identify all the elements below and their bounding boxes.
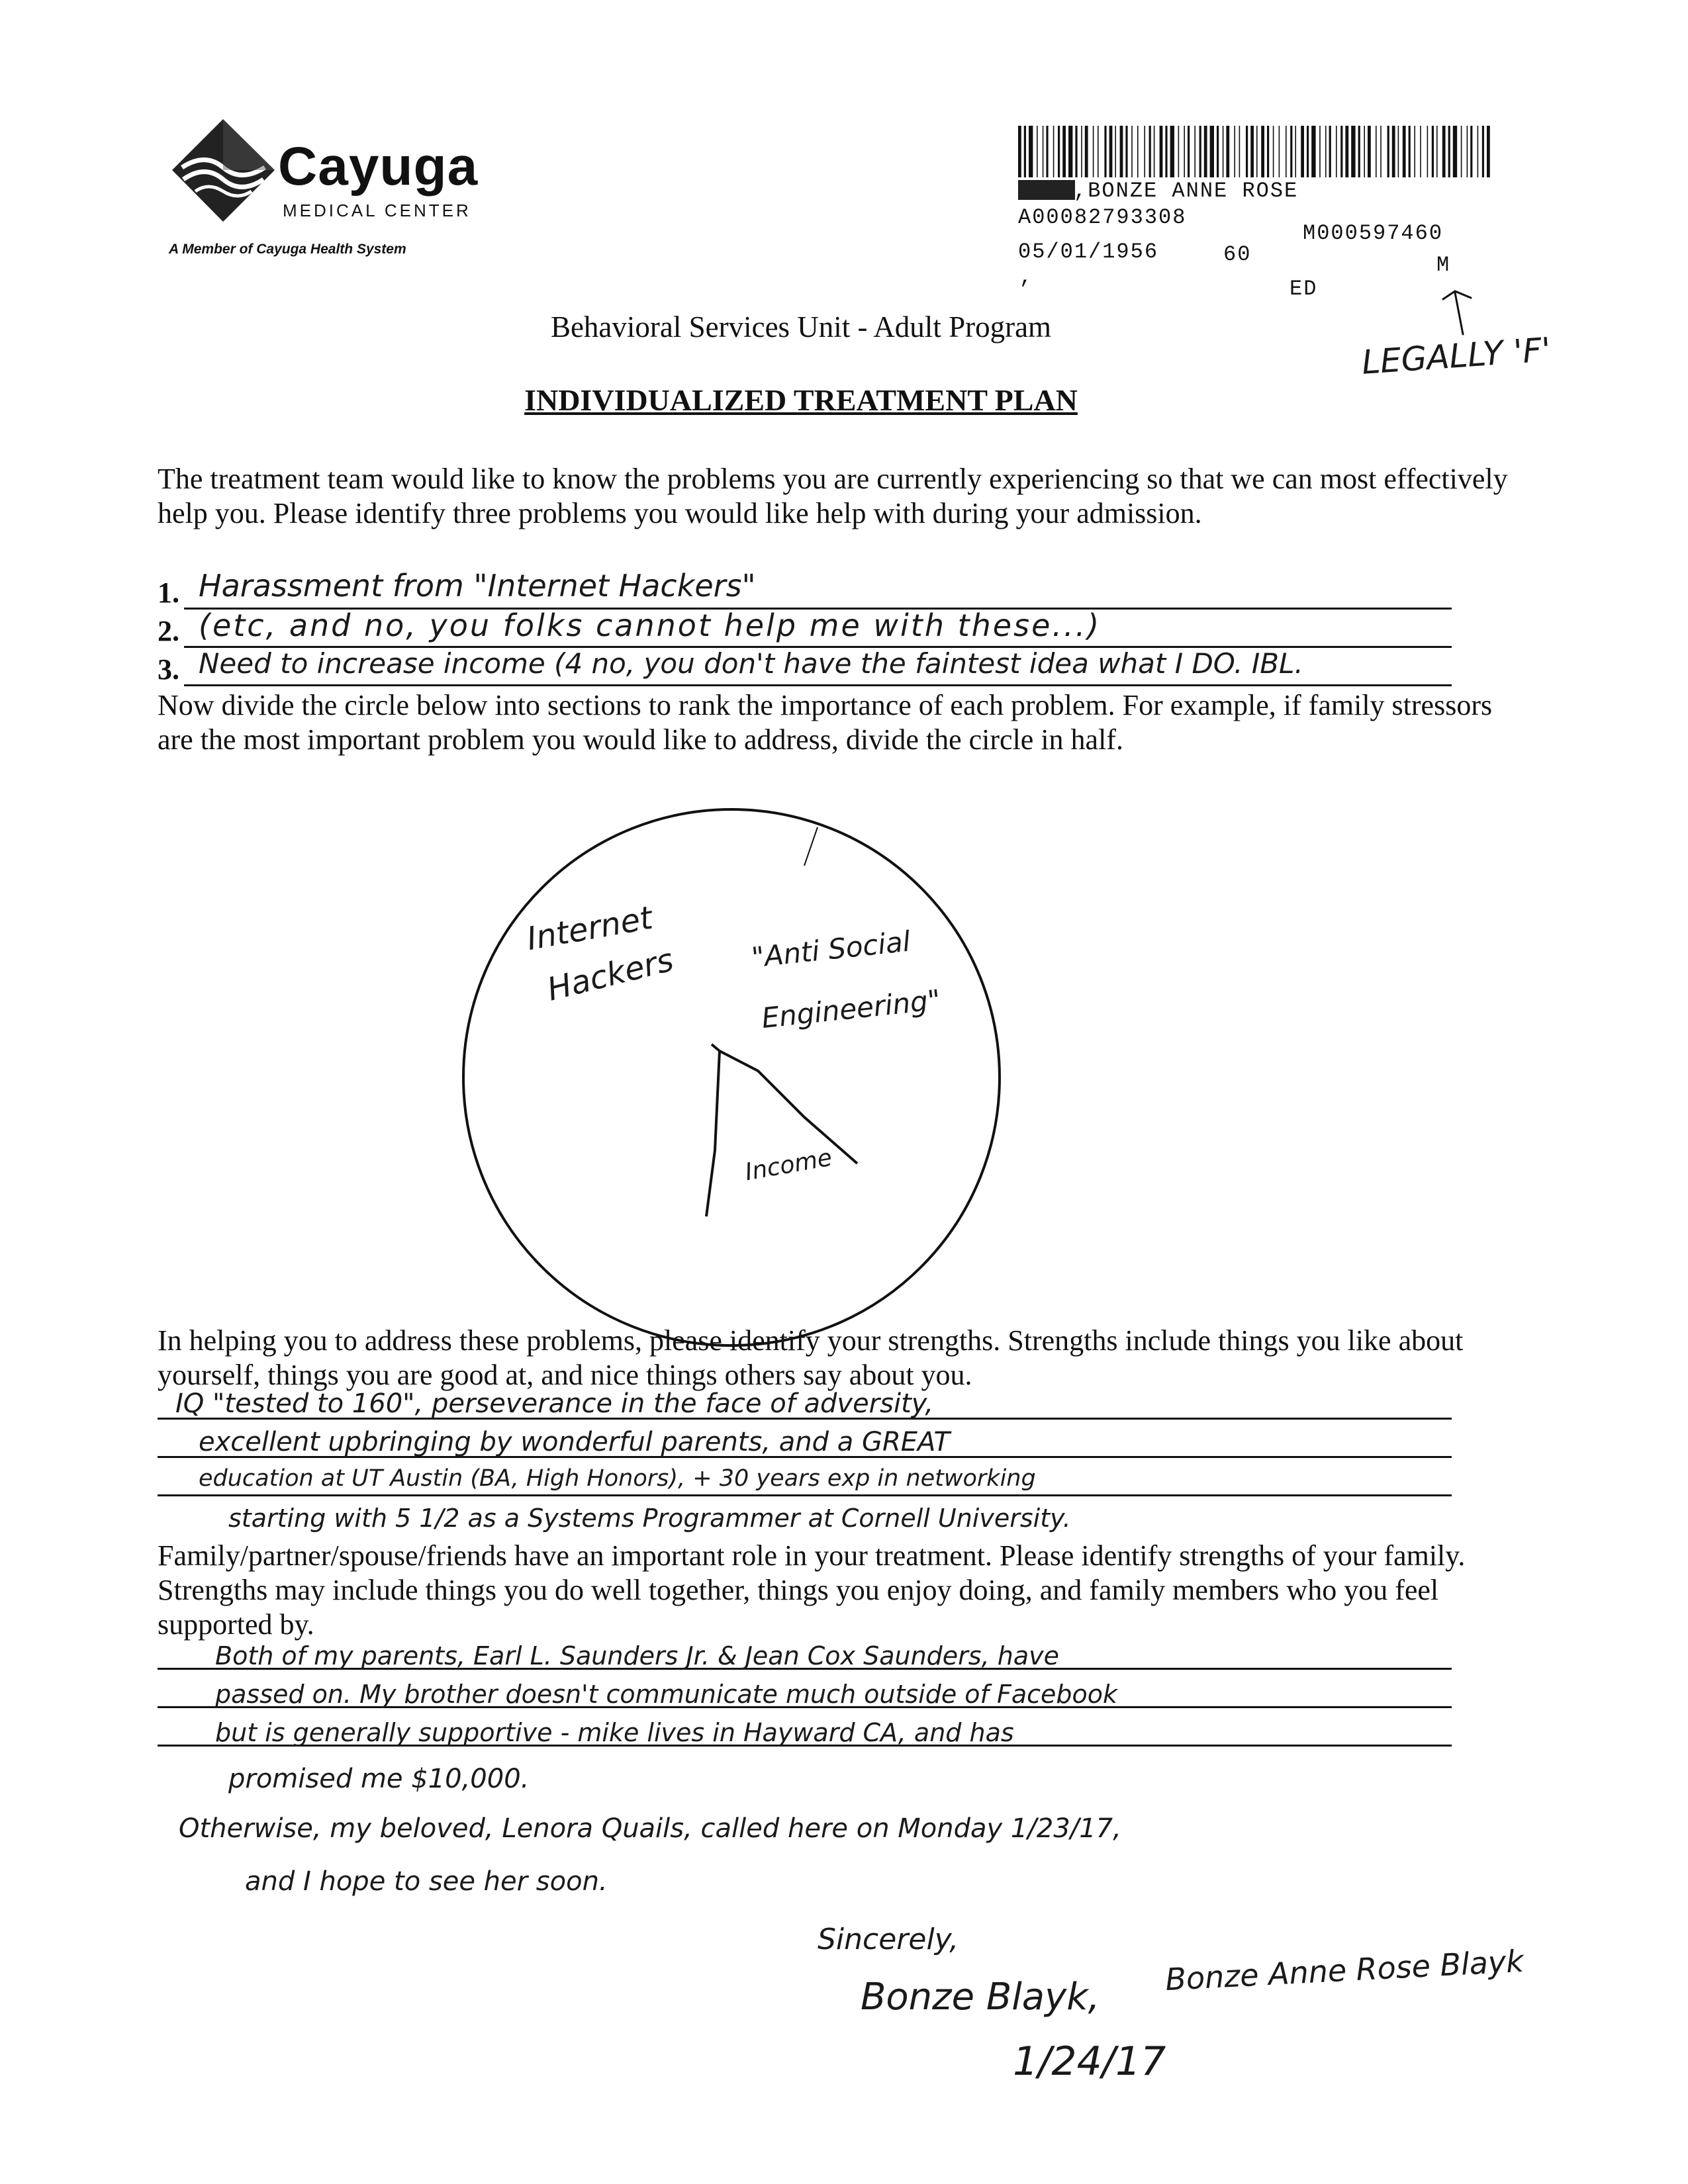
page-title: INDIVIDUALIZED TREATMENT PLAN <box>524 383 1078 417</box>
circle-label-income: Income <box>743 1144 835 1187</box>
cayuga-diamond-icon <box>169 116 278 228</box>
problem-2-number: 2. <box>158 615 179 647</box>
unit-heading: Behavioral Services Unit - Adult Program <box>550 310 1052 343</box>
label-comma: , <box>1019 265 1034 289</box>
intro-paragraph: The treatment team would like to know the problems you are currently experiencing so that we can most effectively help you. Please identify three problems you would like help with during your admission. <box>158 463 1508 529</box>
legally-f-annotation: LEGALLY 'F' <box>1360 330 1552 382</box>
strengths-line-3 <box>158 1494 1452 1496</box>
family-answer-3: but is generally supportive - mike lives in Hayward CA, and has <box>215 1718 1014 1747</box>
printed-name: Bonze Anne Rose Blayk <box>1164 1942 1525 1998</box>
strengths-answer-1: IQ "tested to 160", perseverance in the face of adversity, <box>175 1388 934 1419</box>
circle-label-internet: Internet <box>524 899 655 958</box>
family-answer-4: promised me $10,000. <box>228 1764 530 1794</box>
problem-1-number: 1. <box>158 576 179 609</box>
date-of-birth: 05/01/1956 <box>1018 240 1159 264</box>
redaction-mark <box>1018 180 1075 200</box>
circle-label-hackers: Hackers <box>543 941 677 1009</box>
circle-label-engineering: Engineering" <box>760 983 943 1035</box>
strengths-prompt: In helping you to address these problems, please identify your strengths. Strengths include things you like about yourself, things you are good at, and nice things others say about you. <box>158 1324 1464 1391</box>
family-answer-1: Both of my parents, Earl L. Saunders Jr. & Jean Cox Saunders, have <box>215 1641 1059 1670</box>
logo-name: Cayuga <box>278 136 479 197</box>
patient-location: ED <box>1289 277 1318 301</box>
mrn-number: M000597460 <box>1303 221 1444 246</box>
signed-date: 1/24/17 <box>1013 2038 1166 2085</box>
rank-instructions: Now divide the circle below into sections to rank the importance of each problem. For example, if family stressors are the most important problem you would like to address, divide the circle in half. <box>158 689 1493 756</box>
barcode-icon <box>1018 126 1495 177</box>
problem-3-answer: Need to increase income (4 no, you don't have the faintest idea what I DO. IBL. <box>199 647 1303 680</box>
closing-text: Sincerely, <box>818 1923 959 1956</box>
family-prompt: Family/partner/spouse/friends have an important role in your treatment. Please identify strengths of your family. Strengths may include things you do well together, things you enjoy doing, and family members who you feel supported by. <box>158 1539 1466 1641</box>
patient-sex: M <box>1436 253 1451 277</box>
signature: Bonze Blayk, <box>861 1976 1100 2019</box>
problem-1-answer: Harassment from "Internet Hackers" <box>199 568 756 604</box>
circle-label-anti-social: "Anti Social <box>750 925 912 974</box>
strengths-answer-3: education at UT Austin (BA, High Honors), + 30 years exp in networking <box>199 1465 1036 1492</box>
patient-name: ,BONZE ANNE ROSE <box>1074 179 1299 203</box>
strengths-answer-4: starting with 5 1/2 as a Systems Programmer at Cornell University. <box>228 1504 1071 1533</box>
cayuga-logo <box>169 116 479 268</box>
problem-3-number: 3. <box>158 653 179 686</box>
strengths-answer-2: excellent upbringing by wonderful parents, and a GREAT <box>199 1427 950 1457</box>
logo-tagline: A Member of Cayuga Health System <box>169 242 406 257</box>
logo-subtitle: MEDICAL CENTER <box>283 201 471 220</box>
family-answer-5: Otherwise, my beloved, Lenora Quails, called here on Monday 1/23/17, <box>179 1813 1121 1844</box>
family-answer-6: and I hope to see her soon. <box>245 1866 608 1897</box>
ranking-circle <box>460 806 1003 1349</box>
problem-2-answer: (etc, and no, you folks cannot help me with these...) <box>199 608 1102 643</box>
account-number: A00082793308 <box>1018 205 1187 230</box>
problem-3-line <box>184 684 1452 686</box>
family-answer-2: passed on. My brother doesn't communicate much outside of Facebook <box>215 1680 1118 1709</box>
patient-age: 60 <box>1223 242 1252 267</box>
